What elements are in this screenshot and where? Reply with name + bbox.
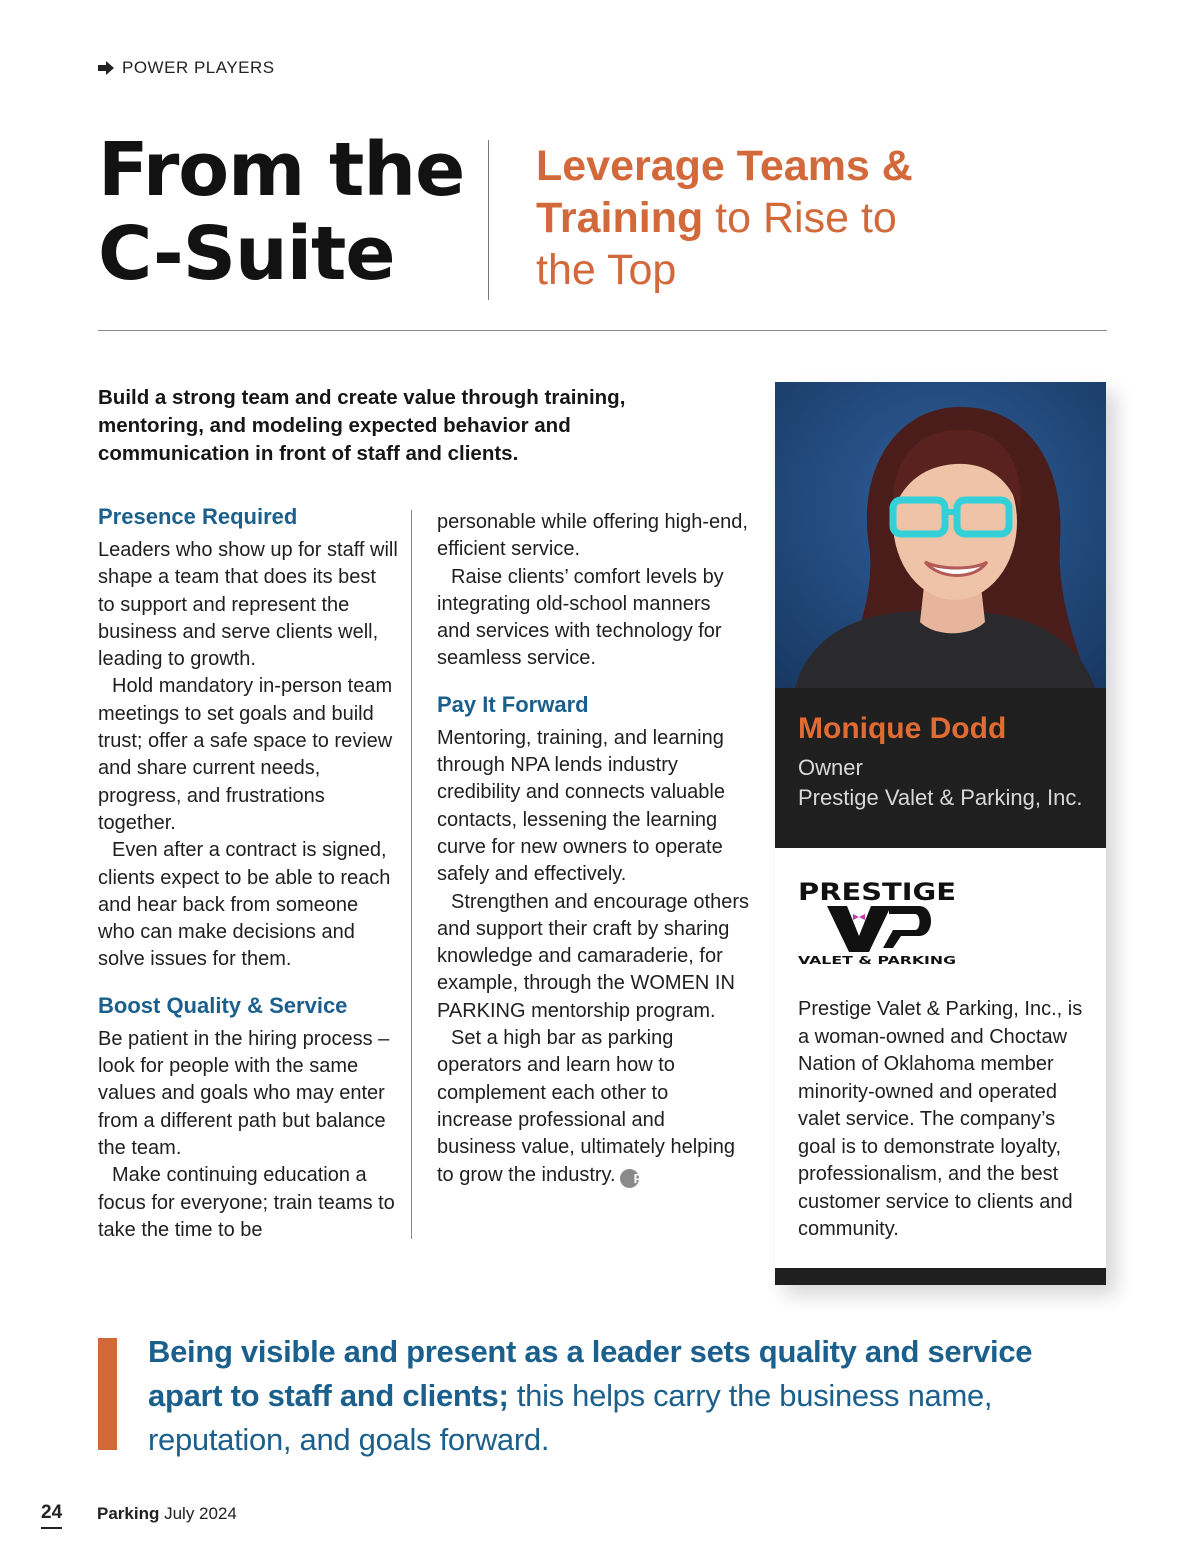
body-paragraph: personable while offering high-end, efficient service. [437,511,748,561]
title-line-1: From the [98,127,465,213]
page-title [98,128,464,296]
body-paragraph [437,1025,749,1189]
logo-bottom-text: VALET & PARKING [798,954,956,967]
profile-title [798,753,1083,813]
portrait-photo [775,382,1106,688]
body-paragraph: Hold mandatory in-person team meetings to set goals and build trust; offer a safe space to review and share current needs, progress, and frustrations together. [98,675,393,834]
heading-pay-it-forward: Pay It Forward [437,691,589,717]
logo-top-text: PRESTIGE [798,878,956,906]
headline-divider [488,140,489,300]
body-paragraph: Mentoring, training, and learning through NPA lends industry credibility and connects valuable contacts, lessening the learning curve for new owners to operate safely and effectively. [437,726,725,886]
pull-quote-bar [98,1338,117,1450]
card-bottom-bar [775,1268,1106,1285]
subhead-rest-1: to Rise to [703,194,897,242]
body-paragraph: Leaders who show up for staff will shape a team that does its best to support and represent the business and serve clients well, leading to growth. [98,539,398,671]
issue-date: July 2024 [159,1504,237,1523]
footer-publication [97,1504,237,1524]
body-text: Set a high bar as parking operators and learn how to complement each other to increase professional and business value, ultimately helping to grow the industry. [437,1027,735,1186]
article-column-2 [437,509,749,1189]
pull-quote-rest: this helps carry the business name, reputation, and goals forward. [148,1378,993,1457]
profile-card [775,382,1106,1285]
subhead-bold-2: Training [536,194,704,242]
column-divider [411,510,412,1239]
intro-paragraph: Build a strong team and create value through training, mentoring, and modeling expected behavior and communication in front of staff and clients. [98,386,626,465]
section-label-text: POWER PLAYERS [122,58,275,77]
title-line-2: C-Suite [98,211,395,297]
pull-quote-bold: Being visible and present as a leader sets quality and service apart to staff and clients; [148,1334,1033,1413]
header-rule [98,330,1107,331]
body-paragraph: Make continuing education a focus for everyone; train teams to take the time to be [98,1164,395,1241]
body-paragraph: Be patient in the hiring process – look for people with the same values and goals who may enter from a different path but balance the team. [98,1027,390,1159]
body-paragraph: Even after a contract is signed, clients expect to be able to reach and hear back from someone who can make decisions and solve issues for them. [98,839,391,971]
heading-presence-required: Presence Required [98,504,298,529]
body-paragraph: Raise clients’ comfort levels by integrating old-school manners and services with technology for seamless service. [437,565,724,670]
article-column-1 [98,503,398,1244]
subhead-bold-1: Leverage Teams & [536,142,913,190]
parking-end-mark-icon: P [620,1169,639,1188]
company-description: Prestige Valet & Parking, Inc., is a woman-owned and Choctaw Nation of Oklahoma member minority-owned and operated valet service. The company’s goal is to demonstrate loyalty, professionalism, and the best customer service to clients and community. [798,998,1083,1240]
portrait-illustration [775,382,1106,688]
subheadline [536,140,976,296]
section-label [98,58,275,78]
profile-name: Monique Dodd [798,712,1007,745]
pull-quote [148,1330,1108,1462]
subhead-rest-2: the Top [536,246,677,294]
body-paragraph: Strengthen and encourage others and support their craft by sharing knowledge and camaraderie, for example, through the WOMEN IN PARKING mentorship program. [437,890,749,1022]
profile-company: Prestige Valet & Parking, Inc. [798,785,1083,810]
profile-role: Owner [798,755,863,780]
heading-boost-quality: Boost Quality & Service [98,992,348,1018]
page-number: 24 [41,1502,62,1529]
prestige-logo-icon [797,878,967,968]
publication-name: Parking [97,1504,160,1523]
arrow-right-icon [98,61,114,75]
